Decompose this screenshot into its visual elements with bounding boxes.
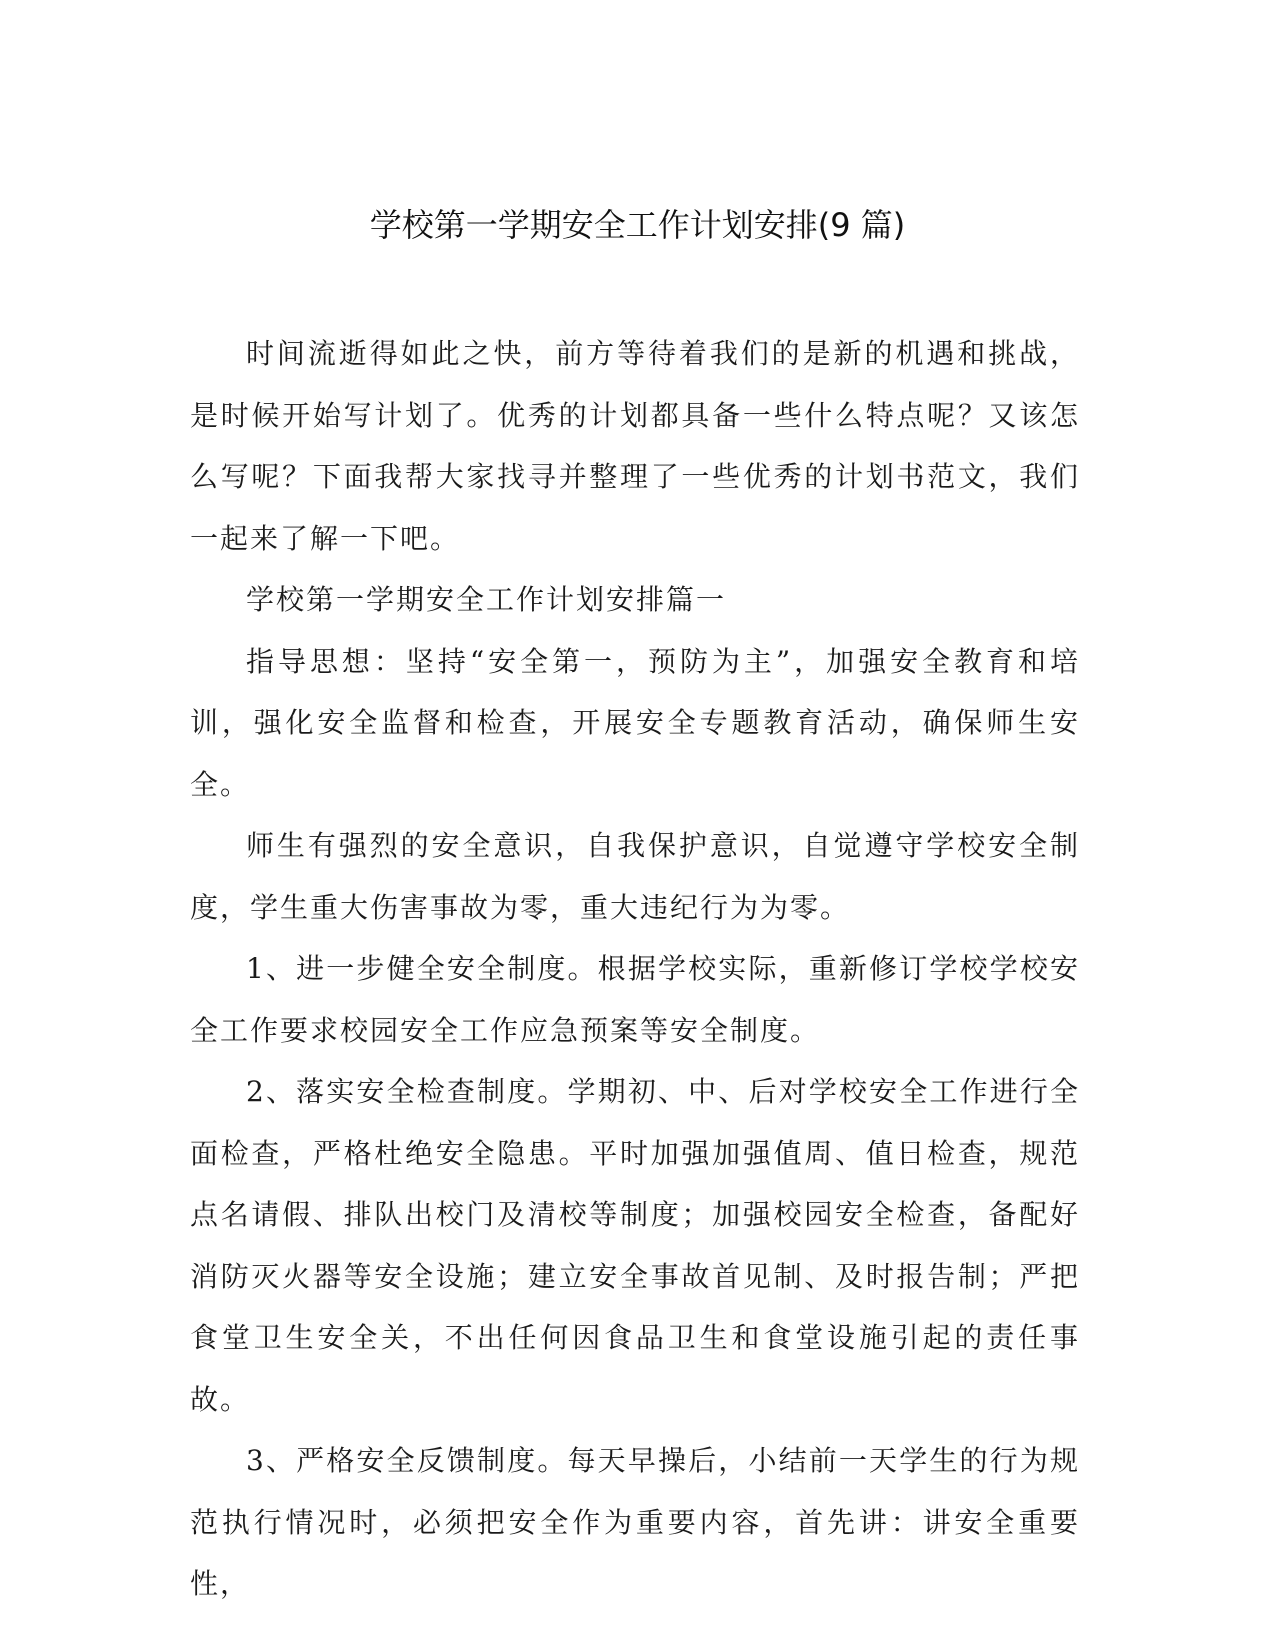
- item-2-paragraph: 2、落实安全检查制度。学期初、中、后对学校安全工作进行全面检查，严格杜绝安全隐患。平时加强加强值周、值日检查，规范点名请假、排队出校门及清校等制度；加强校园安全检查，备配好消防灭火器等安全设施；建立安全事故首见制、及时报告制；严把食堂卫生安全关，不出任何因食品卫生和食堂设施引起的责任事故。: [190, 1075, 1080, 1416]
- section-heading: 学校第一学期安全工作计划安排篇一: [246, 583, 727, 616]
- document-title: 学校第一学期安全工作计划安排(9 篇): [369, 206, 906, 244]
- goal-paragraph: 师生有强烈的安全意识，自我保护意识，自觉遵守学校安全制度，学生重大伤害事故为零，重大违纪行为为零。: [190, 829, 1080, 924]
- document-body: [190, 323, 1080, 1615]
- intro-paragraph: 时间流逝得如此之快，前方等待着我们的是新的机遇和挑战，是时候开始写计划了。优秀的计划都具备一些什么特点呢？又该怎么写呢？下面我帮大家找寻并整理了一些优秀的计划书范文，我们一起来了解一下吧。: [190, 337, 1080, 555]
- item-3-paragraph: 3、严格安全反馈制度。每天早操后，小结前一天学生的行为规范执行情况时，必须把安全作为重要内容，首先讲：讲安全重要性，: [190, 1444, 1080, 1600]
- guiding-principle-paragraph: 指导思想：坚持“安全第一，预防为主”，加强安全教育和培训，强化安全监督和检查，开展安全专题教育活动，确保师生安全。: [190, 644, 1080, 801]
- item-1-paragraph: 1、进一步健全安全制度。根据学校实际，重新修订学校学校安全工作要求校园安全工作应急预案等安全制度。: [190, 952, 1080, 1047]
